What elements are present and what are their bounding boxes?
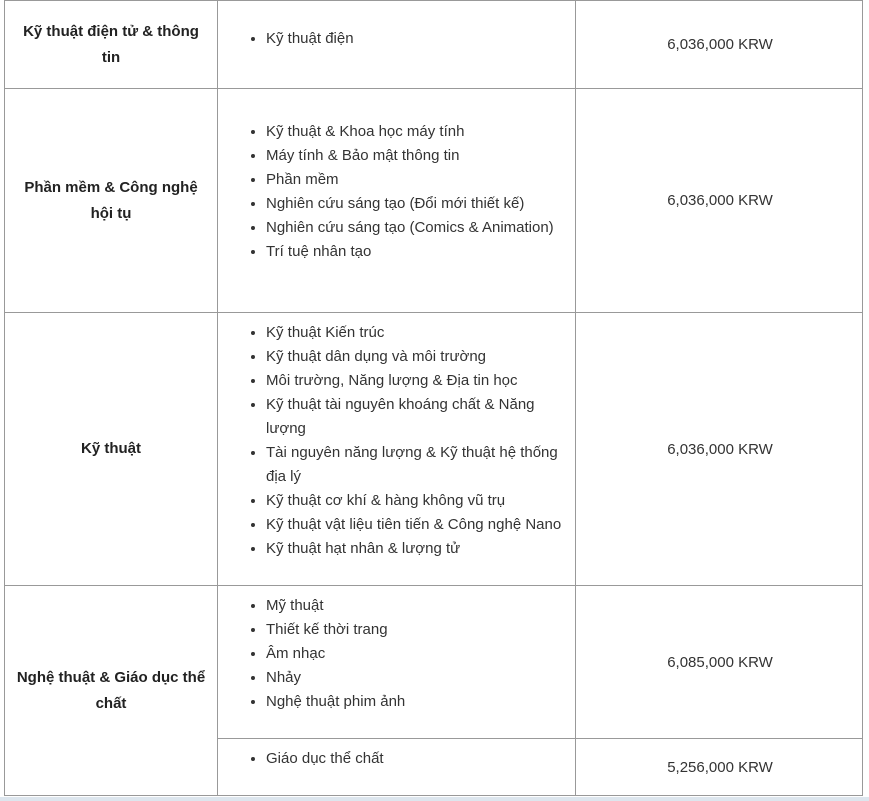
list-item: • Kỹ thuật dân dụng và môi trường xyxy=(266,345,567,369)
list-item: • Phần mềm xyxy=(266,168,567,192)
list-item: • Kỹ thuật hạt nhân & lượng tử xyxy=(266,537,567,561)
faculty-cell xyxy=(5,313,218,586)
table-row xyxy=(5,1,863,89)
list-item: • Nghiên cứu sáng tạo (Comics & Animation) xyxy=(266,216,567,240)
faculty-name: Phần mềm & Công nghệ hội tụ xyxy=(24,178,198,222)
list-item: • Thiết kế thời trang xyxy=(266,618,567,642)
table-row xyxy=(5,586,863,739)
majors-list xyxy=(218,586,575,714)
list-item: • Tài nguyên năng lượng & Kỹ thuật hệ thống địa lý xyxy=(266,441,567,489)
faculty-cell xyxy=(5,89,218,313)
majors-list xyxy=(218,313,575,561)
fee-value: 6,036,000 KRW xyxy=(667,440,773,458)
list-item: • Kỹ thuật tài nguyên khoáng chất & Năng lượng xyxy=(266,393,567,441)
fee-cell xyxy=(576,586,863,739)
faculty-name: Kỹ thuật xyxy=(81,440,141,457)
majors-list xyxy=(218,739,575,771)
faculty-cell xyxy=(5,586,218,796)
fee-cell xyxy=(576,1,863,89)
majors-cell xyxy=(218,89,576,313)
fee-cell xyxy=(576,313,863,586)
list-item: • Kỹ thuật điện xyxy=(266,27,567,51)
faculty-cell xyxy=(5,1,218,89)
list-item: • Mỹ thuật xyxy=(266,594,567,618)
list-item: • Nghệ thuật phim ảnh xyxy=(266,690,567,714)
list-item: • Kỹ thuật cơ khí & hàng không vũ trụ xyxy=(266,489,567,513)
table-row xyxy=(5,89,863,313)
majors-cell xyxy=(218,313,576,586)
tuition-table xyxy=(4,0,863,796)
list-item: • Âm nhạc xyxy=(266,642,567,666)
list-item: • Trí tuệ nhân tạo xyxy=(266,240,567,264)
majors-cell xyxy=(218,1,576,89)
fee-cell xyxy=(576,89,863,313)
majors-list xyxy=(218,89,575,264)
fee-value: 5,256,000 KRW xyxy=(667,758,773,776)
list-item: • Nghiên cứu sáng tạo (Đổi mới thiết kế) xyxy=(266,192,567,216)
bottom-divider xyxy=(0,797,869,801)
fee-value: 6,085,000 KRW xyxy=(667,653,773,671)
majors-cell xyxy=(218,739,576,796)
majors-list xyxy=(218,1,575,51)
list-item: • Kỹ thuật & Khoa học máy tính xyxy=(266,120,567,144)
list-item: • Nhảy xyxy=(266,666,567,690)
list-item: • Giáo dục thể chất xyxy=(266,747,567,771)
faculty-name: Nghệ thuật & Giáo dục thể chất xyxy=(16,668,206,712)
table-row xyxy=(5,313,863,586)
fee-value: 6,036,000 KRW xyxy=(667,36,773,53)
fee-cell xyxy=(576,739,863,796)
fee-value: 6,036,000 KRW xyxy=(667,192,773,209)
list-item: • Kỹ thuật Kiến trúc xyxy=(266,321,567,345)
majors-cell xyxy=(218,586,576,739)
faculty-name: Kỹ thuật điện tử & thông tin xyxy=(23,22,199,66)
list-item: • Môi trường, Năng lượng & Địa tin học xyxy=(266,369,567,393)
list-item: • Kỹ thuật vật liệu tiên tiến & Công nghệ Nano xyxy=(266,513,567,537)
list-item: • Máy tính & Bảo mật thông tin xyxy=(266,144,567,168)
